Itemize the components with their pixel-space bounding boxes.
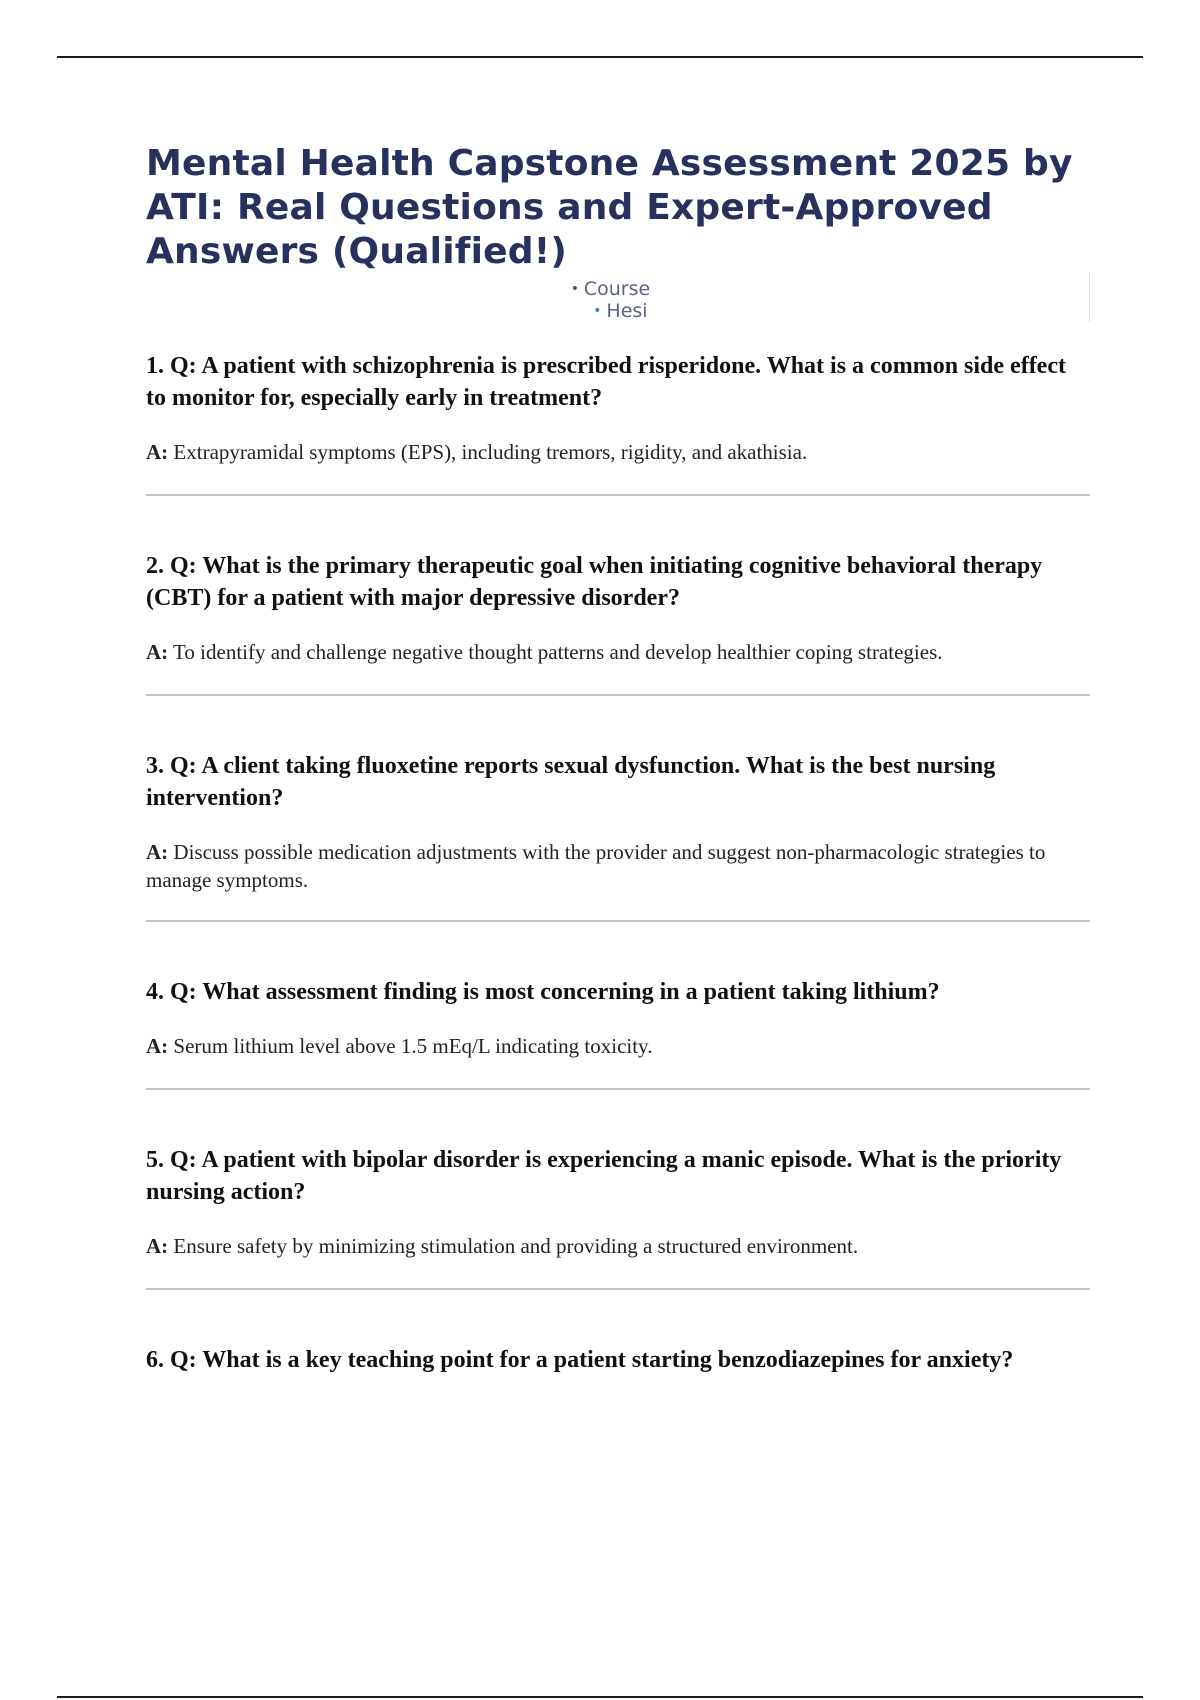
answer-text <box>146 1232 1090 1260</box>
bullet-icon: • <box>570 281 579 297</box>
answer-body: Ensure safety by minimizing stimulation and providing a structured environment. <box>173 1234 859 1258</box>
bullet-icon: • <box>593 303 602 319</box>
qa-item-4 <box>146 976 1090 1090</box>
answer-prefix: A: <box>146 1034 169 1058</box>
answer-text <box>146 438 1090 466</box>
answer-prefix: A: <box>146 440 169 464</box>
document-body <box>146 142 1090 1376</box>
answer-prefix: A: <box>146 1234 169 1258</box>
answer-text <box>146 1032 1090 1060</box>
answer-body: To identify and challenge negative thought patterns and develop healthier coping strategies. <box>173 640 943 664</box>
answer-body: Serum lithium level above 1.5 mEq/L indicating toxicity. <box>173 1034 653 1058</box>
answer-body: Extrapyramidal symptoms (EPS), including tremors, rigidity, and akathisia. <box>173 440 808 464</box>
qa-item-5 <box>146 1144 1090 1290</box>
qa-item-2 <box>146 550 1090 696</box>
qa-item-1 <box>146 350 1090 496</box>
answer-text <box>146 838 1090 894</box>
question-text: 6. Q: What is a key teaching point for a patient starting benzodiazepines for anxiety? <box>146 1347 1014 1373</box>
answer-prefix: A: <box>146 640 169 664</box>
tag-list <box>146 278 1090 322</box>
page-title: Mental Health Capstone Assessment 2025 by ATI: Real Questions and Expert-Approved Answers (Qualified!) <box>146 143 1073 272</box>
answer-prefix: A: <box>146 840 169 864</box>
tag-label: Hesi <box>606 300 648 322</box>
tag-item-course[interactable] <box>126 278 1090 300</box>
qa-item-3 <box>146 750 1090 922</box>
page-bottom-rule <box>57 1696 1143 1698</box>
question-text: 1. Q: A patient with schizophrenia is prescribed risperidone. What is a common side effect to monitor for, especially early in treatment? <box>146 353 1066 411</box>
qa-item-6 <box>146 1344 1090 1376</box>
answer-text <box>146 638 1090 666</box>
tag-item-hesi[interactable] <box>146 300 1090 322</box>
page-top-rule <box>57 56 1143 58</box>
question-text: 5. Q: A patient with bipolar disorder is experiencing a manic episode. What is the priority nursing action? <box>146 1147 1062 1205</box>
tag-label: Course <box>583 278 651 300</box>
question-text: 4. Q: What assessment finding is most concerning in a patient taking lithium? <box>146 979 940 1005</box>
question-text: 3. Q: A client taking fluoxetine reports sexual dysfunction. What is the best nursing intervention? <box>146 753 996 811</box>
answer-body: Discuss possible medication adjustments with the provider and suggest non-pharmacologic strategies to manage symptoms. <box>146 840 1046 892</box>
question-text: 2. Q: What is the primary therapeutic goal when initiating cognitive behavioral therapy (CBT) for a patient with major depressive disorder? <box>146 553 1043 611</box>
